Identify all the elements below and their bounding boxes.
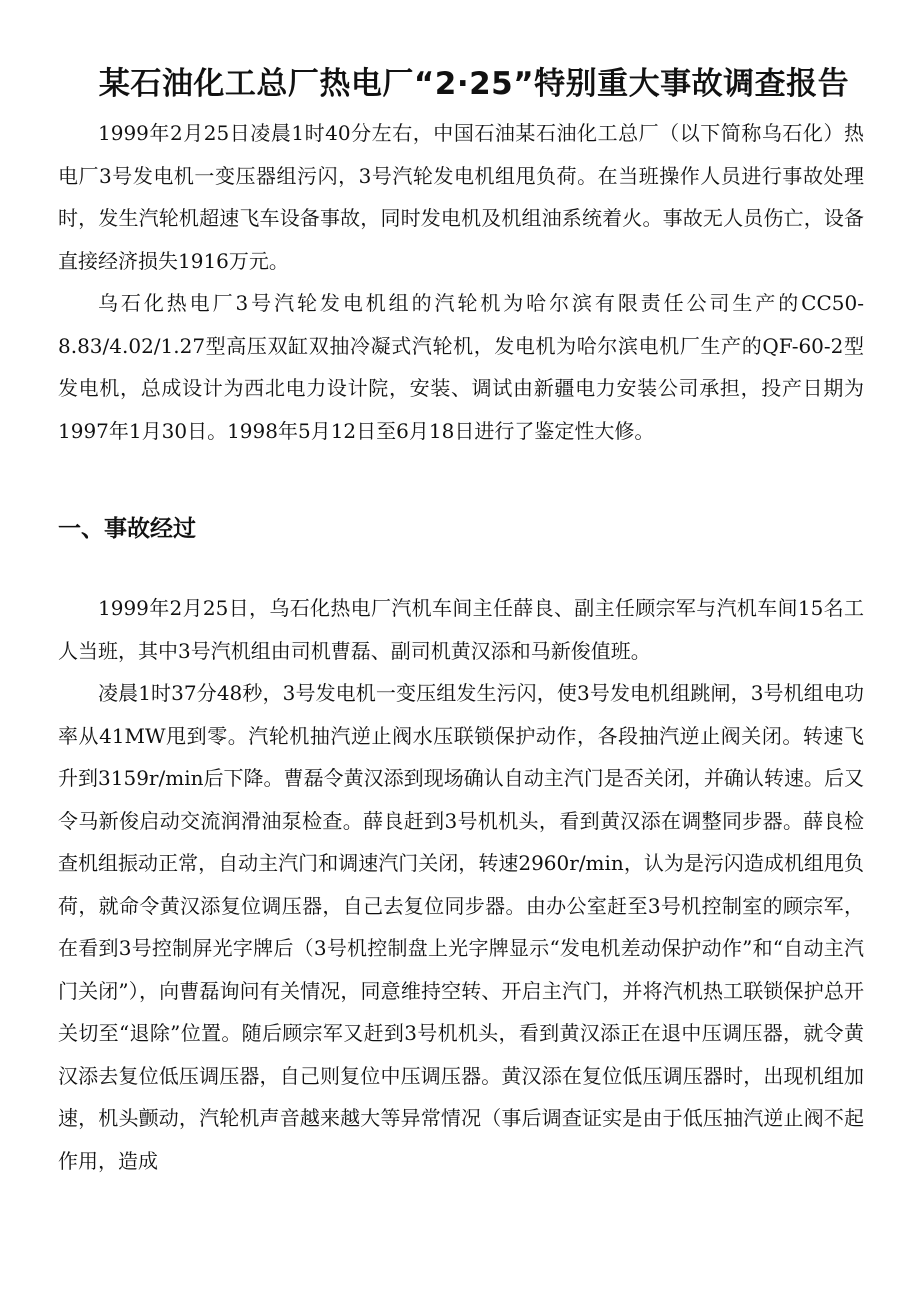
intro-paragraph: 1999年2月25日凌晨1时40分左右，中国石油某石油化工总厂（以下简称乌石化）热电厂3号发电机一变压器组污闪，3号汽轮发电机组甩负荷。在当班操作人员进行事故处理时，发生汽轮机超速飞车设备事故，同时发电机及机组油系统着火。事故无人员伤亡，设备直接经济损失1916万元。 bbox=[58, 121, 864, 273]
document-title: 某石油化工总厂热电厂“2·25”特别重大事故调查报告 bbox=[98, 66, 850, 102]
section-paragraph: 凌晨1时37分48秒，3号发电机一变压组发生污闪，使3号发电机组跳闸，3号机组电功率从41MW甩到零。汽轮机抽汽逆止阀水压联锁保护动作，各段抽汽逆止阀关闭。转速飞升到3159r/min后下降。曹磊令黄汉添到现场确认自动主汽门是否关闭，并确认转速。后又令马新俊启动交流润滑油泵检查。薛良赶到3号机机头，看到黄汉添在调整同步器。薛良检查机组振动正常，自动主汽门和调速汽门关闭，转速2960r/min，认为是污闪造成机组甩负荷，就命令黄汉添复位调压器，自己去复位同步器。由办公室赶至3号机控制室的顾宗军，在看到3号控制屏光字牌后（3号机控制盘上光字牌显示“发电机差动保护动作”和“自动主汽门关闭”），向曹磊询问有关情况，同意维持空转、开启主汽门，并将汽机热工联锁保护总开关切至“退除”位置。随后顾宗军又赶到3号机机头，看到黄汉添正在退中压调压器，就令黄汉添去复位低压调压器，自己则复位中压调压器。黄汉添在复位低压调压器时，出现机组加速，机头颤动，汽轮机声音越来越大等异常情况（事后调查证实是由于低压抽汽逆止阀不起作用，造成 bbox=[58, 681, 864, 1173]
section-1-body bbox=[58, 587, 864, 1182]
section-heading-accident-process: 一、事故经过 bbox=[58, 516, 196, 542]
intro-paragraph: 乌石化热电厂3号汽轮发电机组的汽轮机为哈尔滨有限责任公司生产的CC50-8.83/4.02/1.27型高压双缸双抽冷凝式汽轮机，发电机为哈尔滨电机厂生产的QF-60-2型发电机，总成设计为西北电力设计院，安装、调试由新疆电力安装公司承担，投产日期为1997年1月30日。1998年5月12日至6月18日进行了鉴定性大修。 bbox=[58, 291, 864, 443]
intro-section bbox=[58, 112, 864, 452]
section-paragraph: 1999年2月25日，乌石化热电厂汽机车间主任薛良、副主任顾宗军与汽机车间15名工人当班，其中3号汽机组由司机曹磊、副司机黄汉添和马新俊值班。 bbox=[58, 596, 864, 663]
